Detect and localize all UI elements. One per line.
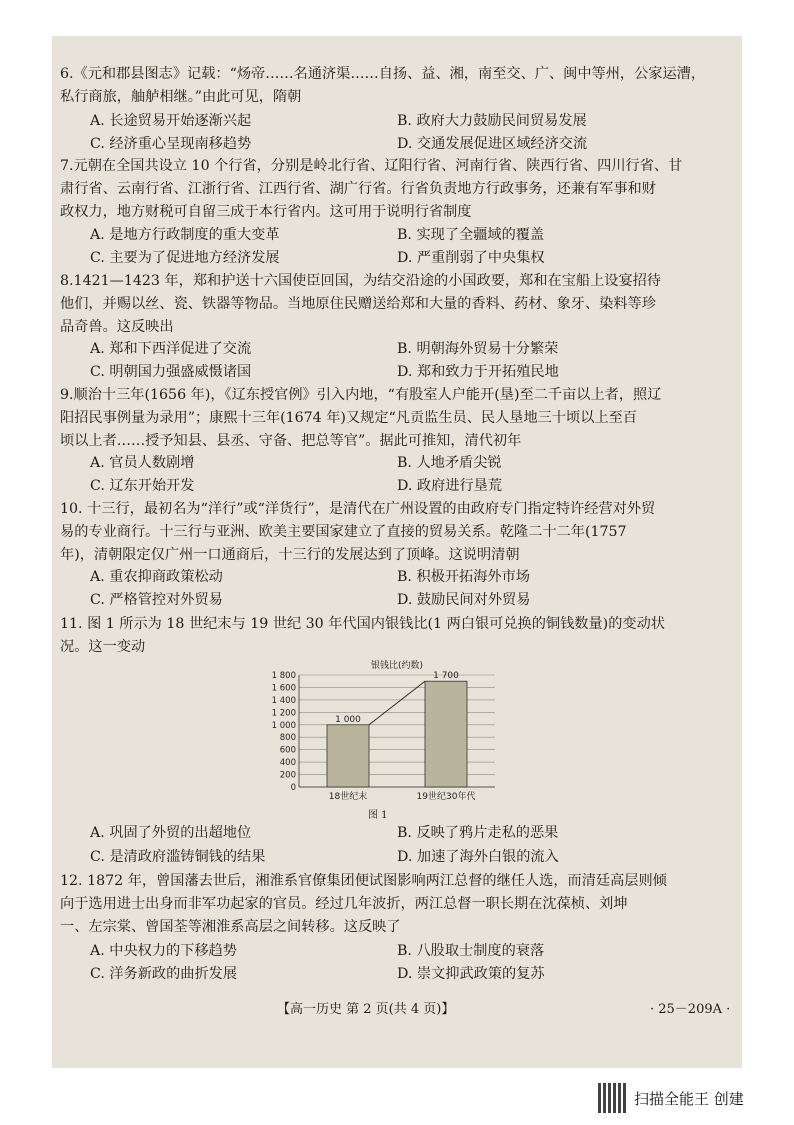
exam-code: · 25－209A · [650, 1002, 731, 1017]
option-d: D. 政府进行垦荒 [397, 478, 503, 494]
y-tick-label: 600 [279, 745, 296, 756]
chart-title: 银钱比(约数) [370, 661, 424, 671]
qr-code-icon [598, 1083, 628, 1113]
option-d: D. 严重削弱了中央集权 [397, 250, 545, 266]
watermark-text: 扫描全能王 创建 [634, 1089, 744, 1108]
scanner-watermark [598, 1083, 744, 1113]
option-d: D. 加速了海外白银的流入 [397, 849, 559, 865]
trend-line [369, 681, 425, 725]
y-tick-label: 1 200 [271, 708, 296, 719]
option-a: A. 郑和下西洋促进了交流 [90, 341, 252, 357]
option-a: A. 官员人数剧增 [90, 455, 195, 471]
y-tick-label: 0 [290, 783, 296, 793]
question-text-line: 顷以上者……授予知县、县丞、守备、把总等官”。据此可推知，清代初年 [60, 433, 522, 449]
question-text-line: 12. 1872 年，曾国藩去世后，湘淮系官僚集团便试图影响两江总督的继任人选，而清廷高层则倾 [60, 873, 667, 889]
question-text-line: 私行商旅，舳舻相继。”由此可见，隋朝 [60, 89, 302, 105]
option-a: A. 重农抑商政策松动 [90, 569, 223, 585]
question-7 [60, 155, 736, 224]
question-text-line: 8.1421—1423 年，郑和护送十六国使臣回国，为结交沿途的小国政要，郑和在宝船上设宴招待 [60, 273, 662, 289]
option-b: B. 实现了全疆域的覆盖 [397, 227, 545, 243]
question-text-line: 他们，并赐以丝、瓷、铁器等物品。当地原住民赠送给郑和大量的香料、药材、象牙、染料等珍 [60, 296, 656, 312]
option-d: D. 鼓励民间对外贸易 [397, 592, 531, 608]
option-d: D. 崇文抑武政策的复苏 [397, 966, 545, 982]
bar [425, 681, 467, 787]
y-tick-label: 400 [279, 758, 296, 769]
option-c: C. 是清政府滥铸铜钱的结果 [90, 849, 266, 865]
question-text-line: 11. 图 1 所示为 18 世纪末与 19 世纪 30 年代国内银钱比(1 两白银可兑换的铜钱数量)的变动状 [60, 616, 665, 632]
question-text-line: 10. 十三行，最初名为“洋行”或“洋货行”，是清代在广州设置的由政府专门指定特许经营对外贸 [60, 501, 656, 517]
data-label: 1 000 [335, 714, 361, 725]
option-a: A. 是地方行政制度的重大变革 [90, 227, 280, 243]
option-d: D. 郑和致力于开拓殖民地 [397, 364, 559, 380]
question-12 [60, 870, 736, 939]
question-9 [60, 384, 736, 453]
option-b: B. 反映了鸦片走私的恶果 [397, 825, 559, 841]
question-text-line: 易的专业商行。十三行与亚洲、欧美主要国家建立了直接的贸易关系。乾隆二十二年(1757 [60, 524, 627, 540]
option-b: B. 八股取士制度的衰落 [397, 943, 545, 959]
question-text-line: 政权力，地方财税可自留三成于本行省内。这可用于说明行省制度 [60, 204, 472, 220]
y-tick-label: 1 400 [271, 695, 296, 706]
option-c: C. 经济重心呈现南移趋势 [90, 136, 252, 152]
question-text-line: 肃行省、云南行省、江浙行省、江西行省、湖广行省。行省负责地方行政事务，还兼有军事和财 [60, 181, 656, 197]
y-tick-label: 1 000 [271, 720, 296, 731]
question-10 [60, 498, 736, 567]
option-b: B. 政府大力鼓励民间贸易发展 [397, 113, 587, 129]
y-tick-label: 200 [279, 770, 296, 781]
question-6 [60, 63, 736, 109]
option-a: A. 中央权力的下移趋势 [90, 943, 237, 959]
question-text-line: 阳招民事例量为录用”；康熙十三年(1674 年)又规定“凡贡监生员、民人垦地三十顷以上至百 [60, 410, 637, 426]
option-d: D. 交通发展促进区域经济交流 [397, 136, 588, 152]
option-c: C. 辽东开始开发 [90, 478, 195, 494]
option-c: C. 洋务新政的曲折发展 [90, 966, 238, 982]
y-tick-label: 1 600 [271, 683, 296, 694]
x-tick-label: 19世纪30年代 [416, 792, 476, 801]
x-tick-label: 18世纪末 [328, 792, 368, 801]
question-11 [60, 613, 736, 659]
option-a: A. 长途贸易开始逐渐兴起 [90, 113, 252, 129]
question-8 [60, 270, 736, 339]
question-text-line: 况。这一变动 [60, 639, 146, 655]
question-text-line: 年)，清朝限定仅广州一口通商后，十三行的发展达到了顶峰。这说明清朝 [60, 547, 520, 563]
exam-page [52, 36, 742, 1068]
y-tick-label: 800 [279, 733, 296, 744]
question-text-line: 向于选用进士出身而非军功起家的官员。经过几年波折，两江总督一职长期在沈葆桢、刘坤 [60, 896, 628, 912]
option-b: B. 人地矛盾尖锐 [397, 455, 502, 471]
option-b: B. 积极开拓海外市场 [397, 569, 530, 585]
option-c: C. 主要为了促进地方经济发展 [90, 250, 280, 266]
figure-caption: 图 1 [368, 810, 388, 821]
question-text-line: 7.元朝在全国共设立 10 个行省，分别是岭北行省、辽阳行省、河南行省、陕西行省、四川行省、甘 [60, 158, 683, 174]
silver-copper-ratio-chart [257, 659, 507, 801]
question-text-line: 一、左宗棠、曾国荃等湘淮系高层之间转移。这反映了 [60, 919, 401, 935]
question-text-line: 6.《元和郡县图志》记载：“炀帝……名通济渠……自扬、益、湘，南至交、广、闽中等州，公家运漕， [60, 66, 706, 82]
option-b: B. 明朝海外贸易十分繁荣 [397, 341, 559, 357]
question-text-line: 品奇兽。这反映出 [60, 319, 174, 335]
bar [327, 725, 369, 787]
data-label: 1 700 [433, 671, 459, 682]
y-tick-label: 1 800 [271, 671, 296, 681]
option-a: A. 巩固了外贸的出超地位 [90, 825, 252, 841]
option-c: C. 明朝国力强盛威慑诸国 [90, 364, 252, 380]
question-text-line: 9.顺治十三年(1656 年)，《辽东授官例》引入内地，“有股室人户能开(垦)至二千亩以上者，照辽 [60, 387, 662, 403]
page-footer: 【高一历史 第 2 页(共 4 页)】 [277, 1002, 455, 1017]
option-c: C. 严格管控对外贸易 [90, 592, 223, 608]
